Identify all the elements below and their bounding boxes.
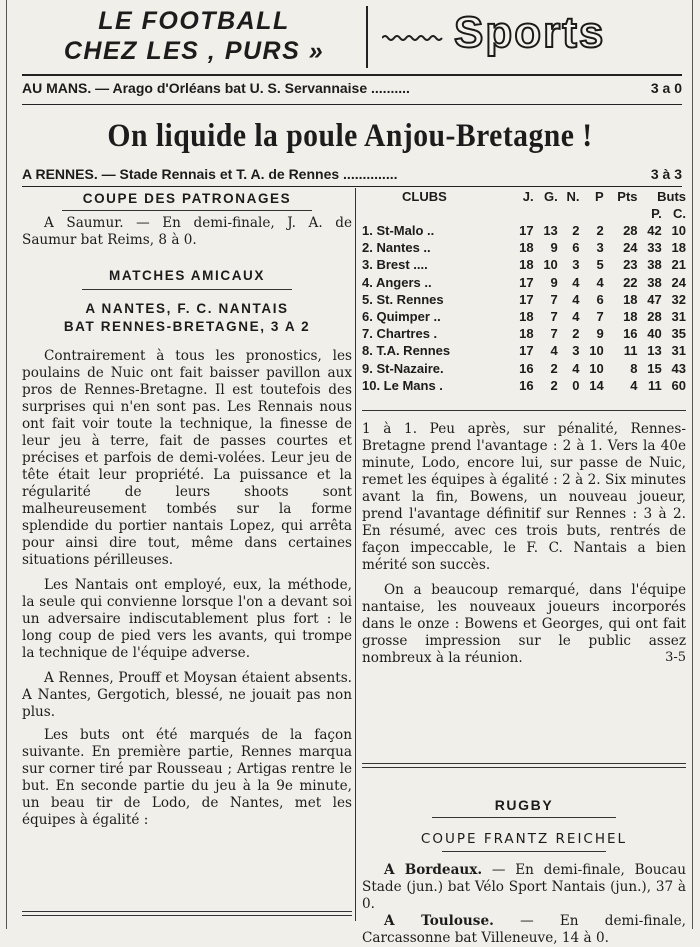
- standings-cell-g: 7: [550, 291, 558, 307]
- standings-cell-pts: 18: [623, 309, 638, 325]
- col-g: G.: [544, 189, 558, 204]
- standings-row: [362, 256, 686, 273]
- standings-table: [362, 188, 686, 394]
- standings-body: [362, 222, 686, 394]
- standings-cell-club: 7. Chartres .: [362, 326, 438, 342]
- standings-cell-pour: 11: [647, 377, 662, 393]
- standings-row: [362, 274, 686, 291]
- standings-cell-j: 18: [519, 309, 534, 325]
- article-signature: 3-5: [665, 649, 686, 665]
- result-text: A RENNES. — Stade Rennais et T. A. de Rennes ..............: [22, 166, 398, 182]
- standings-cell-pts: 22: [623, 274, 638, 290]
- standings-cell-pts: 16: [623, 326, 638, 342]
- standings-cell-g: 13: [543, 223, 558, 239]
- football-title-line2: CHEZ LES ‚ PURS »: [63, 37, 325, 65]
- standings-cell-pour: 15: [647, 360, 662, 376]
- standings-cell-n: 2: [572, 326, 580, 342]
- standings-cell-p: 2: [596, 223, 604, 239]
- result-rule: [22, 104, 682, 105]
- section-rule: [62, 210, 312, 211]
- standings-cell-j: 17: [519, 291, 534, 307]
- standings-cell-j: 17: [519, 223, 534, 239]
- left-bottom-rule: [22, 911, 352, 916]
- rugby-lead: A Toulouse.: [384, 913, 494, 929]
- standings-row: [362, 222, 686, 239]
- standings-cell-club: 5. St. Rennes: [362, 291, 444, 307]
- standings-cell-pour: 28: [647, 309, 662, 325]
- left-column: [22, 188, 352, 829]
- standings-cell-g: 9: [550, 240, 558, 256]
- rugby-lead: A Bordeaux.: [384, 862, 483, 878]
- standings-cell-contre: 35: [671, 326, 686, 342]
- standings-cell-pour: 38: [647, 274, 662, 290]
- standings-cell-contre: 43: [671, 360, 686, 376]
- result-line-rennes: [22, 166, 682, 184]
- result-score: 3 à 3: [650, 166, 682, 182]
- standings-cell-p: 14: [589, 377, 604, 393]
- standings-cell-p: 3: [596, 240, 604, 256]
- standings-cell-p: 4: [596, 274, 604, 290]
- standings-cell-pts: 28: [623, 223, 638, 239]
- standings-row: [362, 308, 686, 325]
- standings-cell-n: 3: [572, 257, 580, 273]
- matches-amicaux-title: MATCHES AMICAUX: [109, 268, 265, 283]
- coupe-patronages-title: COUPE DES PATRONAGES: [82, 191, 292, 206]
- standings-cell-n: 2: [572, 223, 580, 239]
- standings-cell-contre: 31: [671, 343, 686, 359]
- standings-cell-n: 4: [572, 291, 580, 307]
- standings-cell-contre: 21: [671, 257, 686, 273]
- article-paragraph: Les Nantais ont employé, eux, la méthode, la seule qui convienne lorsque l'on a devant soi un adversaire indiscutablement plus fort : le long coup de pied vers les avants, qui trompe la technique de l'équipe adverse.: [22, 577, 352, 661]
- standings-cell-j: 18: [519, 240, 534, 256]
- standings-cell-p: 10: [589, 360, 604, 376]
- right-edge-rule: [692, 0, 693, 929]
- football-title: [24, 6, 364, 66]
- headline-bottom-rule: [22, 186, 682, 187]
- coupe-reichel-title: COUPE FRANTZ REICHEL: [420, 831, 628, 847]
- standings-cell-g: 4: [550, 343, 558, 359]
- standings-cell-contre: 24: [671, 274, 686, 290]
- section-rule: [432, 817, 616, 818]
- match-subtitle-line2: BAT RENNES-BRETAGNE, 3 A 2: [63, 319, 311, 334]
- col-buts-contre: C.: [673, 206, 686, 221]
- rugby-text: — En demi-finale, Boucau Stade (jun.) bat Vélo Sport Nantais (jun.), 37 à 0.: [362, 862, 686, 912]
- standings-cell-pts: 24: [623, 240, 638, 256]
- standings-cell-g: 7: [550, 326, 558, 342]
- standings-cell-contre: 32: [671, 291, 686, 307]
- coupe-patronages-item: [22, 215, 352, 249]
- standings-row: [362, 325, 686, 342]
- standings-cell-pour: 42: [647, 223, 662, 239]
- col-buts: Buts: [657, 189, 686, 204]
- col-j: J.: [522, 189, 534, 204]
- section-rule: [442, 851, 606, 852]
- standings-cell-j: 18: [519, 257, 534, 273]
- rugby-title: RUGBY: [494, 797, 554, 813]
- standings-cell-n: 4: [572, 274, 580, 290]
- standings-cell-n: 4: [572, 309, 580, 325]
- standings-cell-p: 9: [596, 326, 604, 342]
- column-separator: [355, 188, 356, 921]
- standings-cell-g: 2: [550, 377, 558, 393]
- standings-cell-club: 4. Angers ..: [362, 274, 432, 290]
- standings-cell-pour: 33: [647, 240, 662, 256]
- standings-cell-contre: 10: [671, 223, 686, 239]
- article-paragraph: On a beaucoup remarqué, dans l'équipe nantaise, les nouveaux joueurs incorporés dans le onze : Bowens et Georges, qui ont fait grosse impression sur le public assez nombreux à la réunion.: [362, 581, 686, 666]
- coupe-lead: A Saumur.: [44, 215, 124, 231]
- standings-cell-club: 9. St-Nazaire.: [362, 360, 444, 376]
- col-pts: Pts: [617, 189, 638, 204]
- right-column: [362, 188, 686, 665]
- page-headline: On liquide la poule Anjou-Bretagne !: [107, 118, 593, 154]
- standings-cell-p: 5: [596, 257, 604, 273]
- standings-row: [362, 239, 686, 256]
- table-bottom-rule: [362, 410, 686, 411]
- col-buts-pour: P.: [651, 206, 662, 221]
- rugby-item: [362, 862, 686, 913]
- section-rule: [82, 289, 292, 290]
- standings-cell-pts: 11: [623, 343, 638, 359]
- standings-cell-pts: 4: [630, 377, 638, 393]
- standings-row: [362, 360, 686, 377]
- col-clubs: CLUBS: [402, 189, 447, 204]
- standings-cell-contre: 31: [671, 309, 686, 325]
- rugby-top-rule: [362, 763, 686, 768]
- result-text: AU MANS. — Arago d'Orléans bat U. S. Servannaise ..........: [22, 80, 410, 96]
- standings-row: [362, 291, 686, 308]
- standings-cell-g: 10: [543, 257, 558, 273]
- standings-row: [362, 342, 686, 359]
- sports-section-label: Sports: [454, 8, 606, 57]
- standings-cell-p: 6: [596, 291, 604, 307]
- rugby-section: [362, 796, 686, 947]
- col-p: P: [595, 189, 604, 204]
- standings-cell-n: 3: [572, 343, 580, 359]
- standings-cell-club: 8. T.A. Rennes: [362, 343, 451, 359]
- result-score: 3 a 0: [650, 80, 682, 96]
- page-header: [14, 2, 690, 74]
- article-paragraph: Contrairement à tous les pronostics, les poulains de Nuic ont fait baisser pavillon aux pros de Rennes-Bretagne. Il est toutefois des surprises qui n'en sont pas. Les Rennais nous ont fait voir toute la technique, la finesse de leur jeu à terre, fait de passes courtes et précises et parfois de demi-volées. Leur jeu de tête était leur propriété. La puissance et la régularité de leurs shoots sont malheureusement tombés sur la forme splendide du portier nantais Lopez, qui arrêta pour ainsi dire tout, même dans certaines situations périlleuses.: [22, 348, 352, 568]
- standings-cell-pour: 40: [647, 326, 662, 342]
- standings-cell-contre: 18: [671, 240, 686, 256]
- rugby-text: — En demi-finale, Carcassonne bat Villeneuve, 14 à 0.: [362, 913, 687, 946]
- standings-cell-j: 16: [519, 360, 534, 376]
- standings-cell-contre: 60: [671, 377, 686, 393]
- standings-cell-n: 4: [572, 360, 580, 376]
- standings-subheader-row: [362, 205, 686, 222]
- rugby-item: [362, 913, 686, 947]
- standings-cell-pour: 38: [647, 257, 662, 273]
- football-title-line1: LE FOOTBALL: [98, 7, 290, 35]
- standings-cell-j: 17: [519, 343, 534, 359]
- standings-cell-j: 17: [519, 274, 534, 290]
- standings-cell-club: 10. Le Mans .: [362, 377, 443, 393]
- standings-cell-club: 3. Brest ....: [362, 257, 428, 273]
- standings-cell-pour: 13: [647, 343, 662, 359]
- header-rule: [22, 74, 682, 76]
- standings-cell-p: 7: [596, 309, 604, 325]
- standings-cell-g: 9: [550, 274, 558, 290]
- standings-cell-n: 0: [572, 377, 580, 393]
- standings-cell-j: 16: [519, 377, 534, 393]
- standings-cell-pts: 23: [623, 257, 638, 273]
- article-paragraph: A Rennes, Prouff et Moysan étaient absents. A Nantes, Gergotich, blessé, ne jouait pas non plus.: [22, 670, 352, 720]
- standings-cell-j: 18: [519, 326, 534, 342]
- standings-row: [362, 377, 686, 394]
- standings-cell-g: 2: [550, 360, 558, 376]
- standings-header-row: [362, 188, 686, 205]
- coupe-text: — En demi-finale, J. A. de Saumur bat Reims, 8 à 0.: [22, 215, 353, 248]
- match-subtitle-line1: A NANTES, F. C. NANTAIS: [85, 301, 289, 316]
- standings-cell-club: 6. Quimper ..: [362, 309, 441, 325]
- standings-cell-g: 7: [550, 309, 558, 325]
- standings-cell-p: 10: [589, 343, 604, 359]
- header-divider: [366, 6, 368, 68]
- standings-cell-pour: 47: [647, 291, 662, 307]
- standings-cell-club: 1. St-Malo ..: [362, 223, 435, 239]
- standings-cell-pts: 8: [630, 360, 638, 376]
- col-n: N.: [566, 189, 580, 204]
- result-line-mans: [22, 80, 682, 98]
- standings-cell-club: 2. Nantes ..: [362, 240, 431, 256]
- sports-ornament-icon: [382, 34, 444, 42]
- article-paragraph: Les buts ont été marqués de la façon suivante. En première partie, Rennes marqua sur corner tiré par Rousseau ; Artigas rentre le but. En seconde partie du jeu à la 9e minute, un beau tir de Lodo, de Nantes, met les équipes à égalité :: [22, 727, 352, 828]
- standings-cell-pts: 18: [623, 291, 638, 307]
- left-edge-rule: [6, 0, 7, 929]
- article-paragraph: 1 à 1. Peu après, sur pénalité, Rennes-Bretagne prend l'avantage : 2 à 1. Vers la 40e minute, Lodo, encore lui, sur passe de Nuic, remet les équipes à égalité : 2 à 2. Six minutes avant la fin, Bowens, un nouveau joueur, prend l'avantage définitif sur Rennes : 3 à 2. En résumé, avec ces trois buts, rentrés de façon impeccable, le F. C. Nantais a bien mérité son succès.: [362, 420, 686, 573]
- standings-cell-n: 6: [572, 240, 580, 256]
